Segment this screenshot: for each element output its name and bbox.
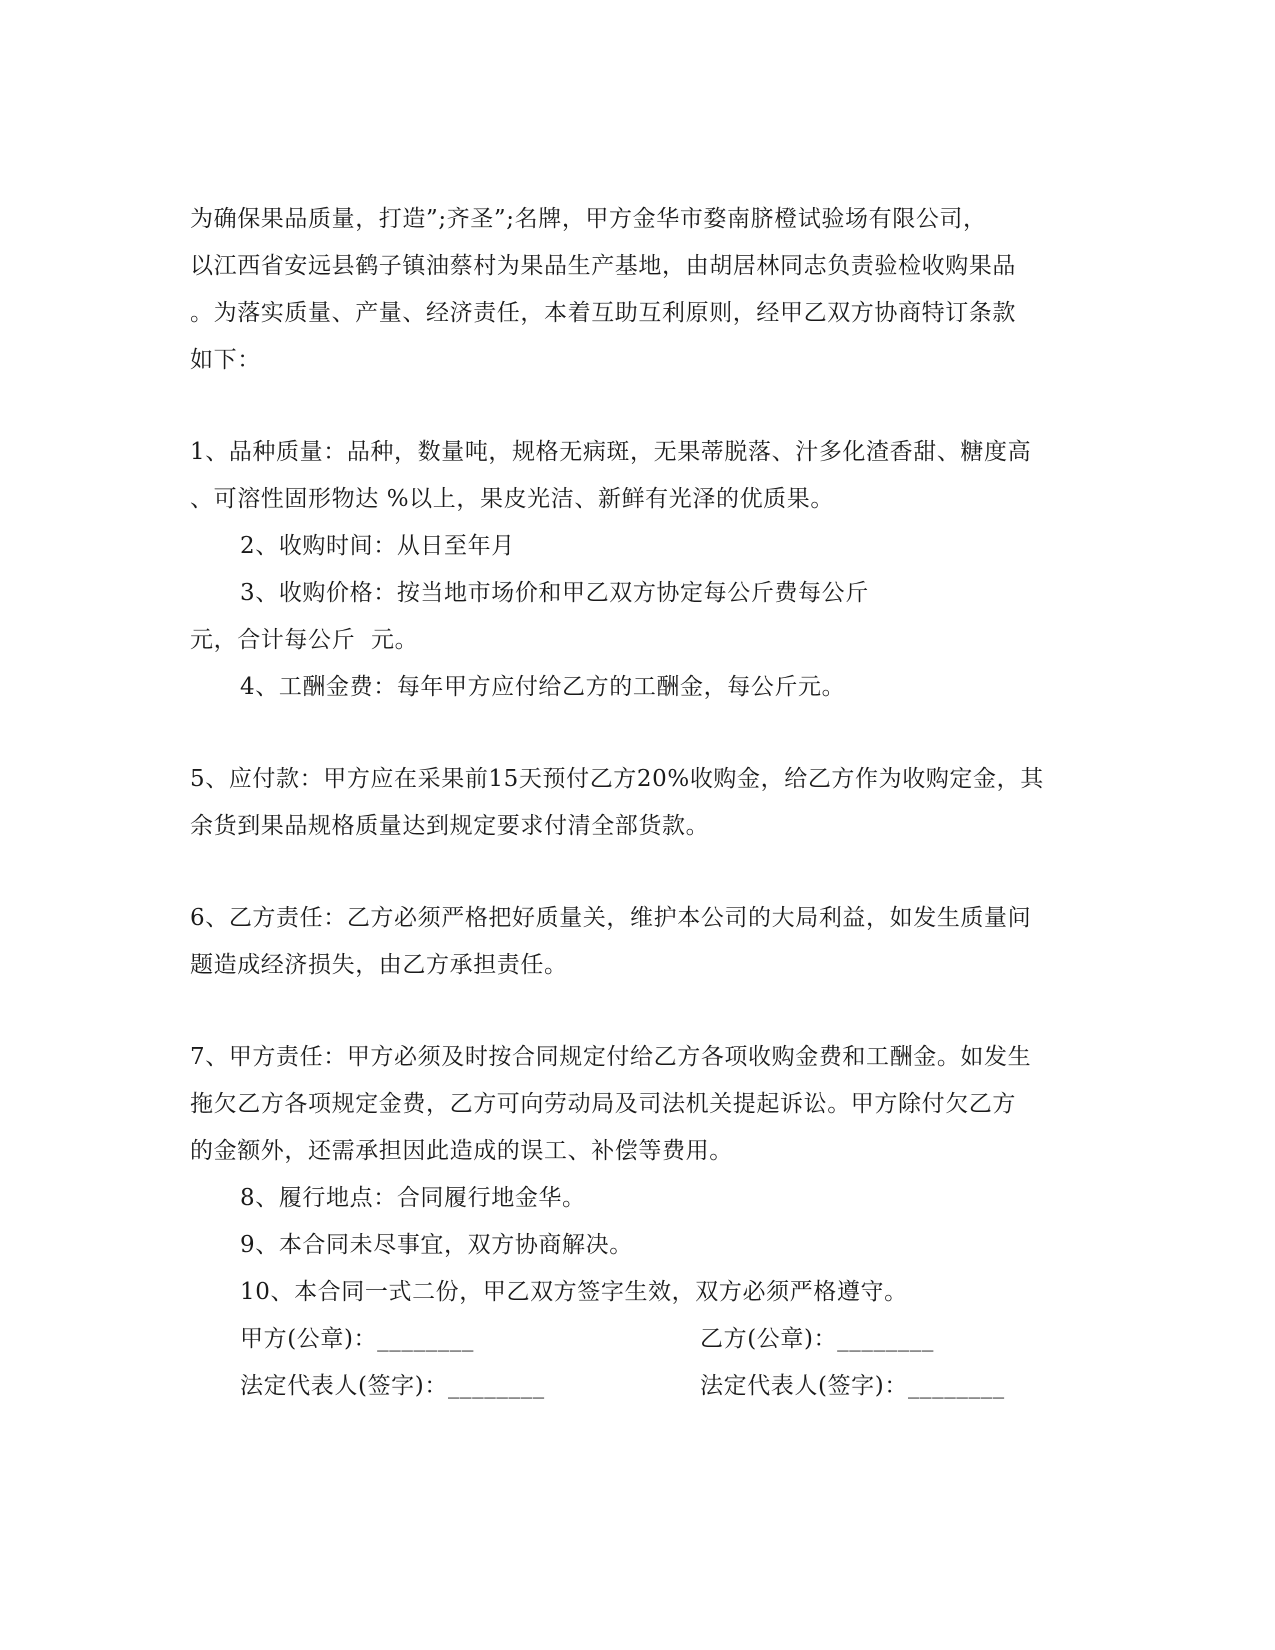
clause-1-line-1: 1、品种质量：品种，数量吨，规格无病斑，无果蒂脱落、汁多化渣香甜、糖度高 [190,439,1032,465]
party-b-seal: 乙方(公章)：________ [700,1326,934,1352]
clause-7-line-2: 拖欠乙方各项规定金费，乙方可向劳动局及司法机关提起诉讼。甲方除付欠乙方 [190,1091,1016,1117]
party-a-seal: 甲方(公章)：________ [240,1326,474,1352]
clause-10: 10、本合同一式二份，甲乙双方签字生效，双方必须严格遵守。 [240,1279,908,1305]
intro-line-1: 为确保果品质量，打造”;齐圣”;名牌，甲方金华市婺南脐橙试验场有限公司， [190,206,987,232]
party-b-representative: 法定代表人(签字)：________ [700,1373,1005,1399]
clause-4: 4、工酬金费：每年甲方应付给乙方的工酬金，每公斤元。 [240,674,846,700]
intro-line-3: 。为落实质量、产量、经济责任，本着互助互利原则，经甲乙双方协商特订条款 [190,300,1016,326]
clause-3-line-2: 元，合计每公斤 元。 [190,627,419,653]
party-a-representative: 法定代表人(签字)：________ [240,1373,545,1399]
clause-3-line-1: 3、收购价格：按当地市场价和甲乙双方协定每公斤费每公斤 [240,580,869,606]
clause-7-line-3: 的金额外，还需承担因此造成的误工、补偿等费用。 [190,1138,733,1164]
intro-line-2: 以江西省安远县鹤子镇油蔡村为果品生产基地，由胡居林同志负责验检收购果品 [190,253,1016,279]
clause-9: 9、本合同未尽事宜，双方协商解决。 [240,1232,633,1258]
clause-2: 2、收购时间：从日至年月 [240,533,515,559]
clause-1-line-2: 、可溶性固形物达 %以上，果皮光洁、新鲜有光泽的优质果。 [190,486,834,512]
clause-5-line-1: 5、应付款：甲方应在采果前15天预付乙方20%收购金，给乙方作为收购定金，其 [190,766,1044,792]
clause-7-line-1: 7、甲方责任：甲方必须及时按合同规定付给乙方各项收购金费和工酬金。如发生 [190,1044,1032,1070]
clause-5-line-2: 余货到果品规格质量达到规定要求付清全部货款。 [190,813,710,839]
clause-6-line-1: 6、乙方责任：乙方必须严格把好质量关，维护本公司的大局利益，如发生质量问 [190,905,1032,931]
clause-6-line-2: 题造成经济损失，由乙方承担责任。 [190,952,568,978]
clause-8: 8、履行地点：合同履行地金华。 [240,1185,586,1211]
intro-line-4: 如下： [190,347,261,373]
